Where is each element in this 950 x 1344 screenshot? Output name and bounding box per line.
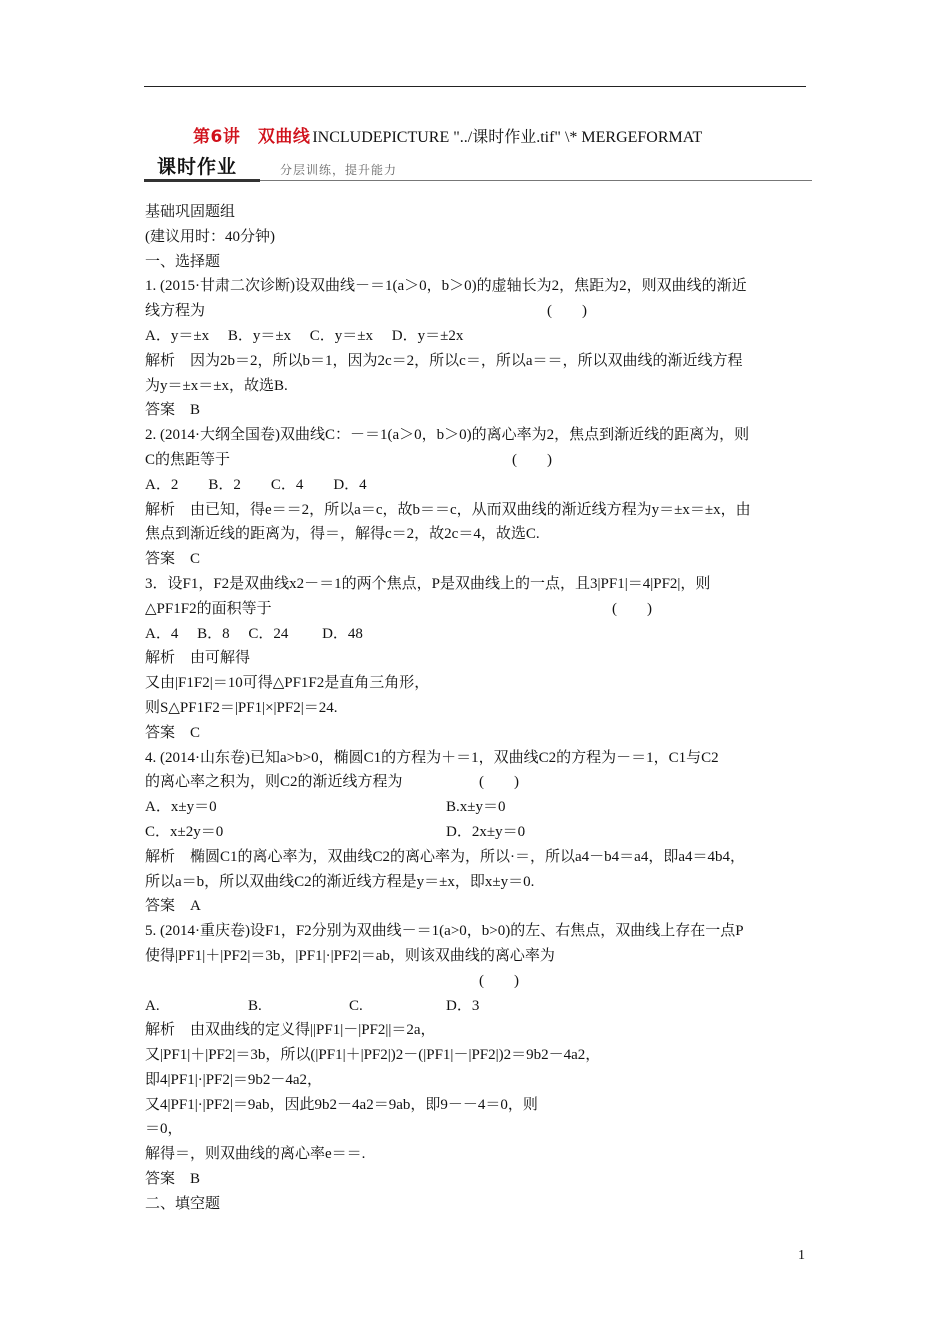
include-picture-field: INCLUDEPICTURE "../课时作业.tif" \* MERGEFORMAT xyxy=(312,129,703,146)
homework-banner xyxy=(144,152,812,182)
option-c: C. xyxy=(349,997,363,1014)
time-hint: (建议用时：40分钟) xyxy=(145,228,275,245)
option-b: B.x±y＝0 xyxy=(446,799,506,816)
solution-text: 则S△PF1F2＝|PF1|×|PF2|＝24. xyxy=(145,699,338,716)
solution-text: 又由|F1F2|＝10可得△PF1F2是直角三角形， xyxy=(145,675,430,692)
question-text xyxy=(145,448,809,473)
question-text: 5. (2014·重庆卷)设F1，F2分别为双曲线－＝1(a>0，b>0)的左、右焦点，双曲线上存在一点P xyxy=(145,923,744,940)
options-line xyxy=(145,820,809,845)
options-line: A．y＝±x B．y＝±x C．y＝±x D．y＝±2x xyxy=(145,327,464,344)
solution-text: 解得＝，则双曲线的离心率e＝＝. xyxy=(145,1146,366,1163)
solution-text: ＝0， xyxy=(145,1121,183,1138)
question-text: 1. (2015·甘肃二次诊断)设双曲线－＝1(a＞0，b＞0)的虚轴长为2，焦距为2，则双曲线的渐近 xyxy=(145,278,747,295)
group-heading: 基础巩固题组 xyxy=(145,204,236,220)
answer-line: 答案 C xyxy=(145,551,201,568)
lesson-title-row xyxy=(193,126,702,149)
top-rule xyxy=(144,86,806,87)
answer-line: 答案 B xyxy=(145,402,201,419)
section-heading: 二、填空题 xyxy=(145,1195,221,1212)
question-text-cont: C的焦距等于 xyxy=(145,451,231,468)
section-heading: 一、选择题 xyxy=(145,253,221,270)
option-d: D．2x±y＝0 xyxy=(446,823,526,840)
question-text-cont: △PF1F2的面积等于 xyxy=(145,600,272,617)
answer-paren: ( ) xyxy=(512,451,552,468)
banner-rule xyxy=(260,180,812,181)
solution-text: 为y＝±x＝±x，故选B. xyxy=(145,377,288,394)
question-text: 4. (2014·山东卷)已知a>b>0，椭圆C1的方程为＋＝1，双曲线C2的方程为－＝1，C1与C2 xyxy=(145,749,719,766)
question-text xyxy=(145,299,809,324)
answer-line: 答案 C xyxy=(145,724,201,741)
solution-text: 解析 由双曲线的定义得||PF1|－|PF2||＝2a， xyxy=(145,1022,436,1039)
answer-paren: ( ) xyxy=(612,600,652,617)
document-body xyxy=(145,200,809,1217)
homework-badge: 课时作业 xyxy=(157,156,238,178)
solution-text: 又|PF1|＋|PF2|＝3b，所以(|PF1|＋|PF2|)2－(|PF1|－|PF2|)2＝9b2－4a2， xyxy=(145,1047,601,1064)
question-text-cont: 的离心率之积为，则C2的渐近线方程为 xyxy=(145,774,403,791)
solution-text: 解析 椭圆C1的离心率为，双曲线C2的离心率为，所以·＝，所以a4－b4＝a4，即a4＝4b4， xyxy=(145,848,745,865)
option-c: C．x±2y＝0 xyxy=(145,823,224,840)
options-line xyxy=(145,795,809,820)
answer-paren: ( ) xyxy=(547,303,587,320)
question-text: 3．设F1，F2是双曲线x2－＝1的两个焦点，P是双曲线上的一点，且3|PF1|＝4|PF2|，则 xyxy=(145,575,711,592)
question-text xyxy=(145,770,809,795)
question-text: 2. (2014·大纲全国卷)双曲线C：－＝1(a＞0，b＞0)的离心率为2，焦点到渐近线的距离为，则 xyxy=(145,427,750,444)
question-text-cont: 线方程为 xyxy=(145,303,206,320)
answer-paren: ( ) xyxy=(479,972,519,989)
solution-text: 又4|PF1|·|PF2|＝9ab，因此9b2－4a2＝9ab，即9－－4＝0，则 xyxy=(145,1096,538,1113)
question-text xyxy=(145,969,809,994)
solution-text: 解析 因为2b＝2，所以b＝1，因为2c＝2，所以c＝，所以a＝＝，所以双曲线的渐近线方程 xyxy=(145,352,743,369)
page-number: 1 xyxy=(798,1248,805,1263)
solution-text: 焦点到渐近线的距离为，得＝，解得c＝2，故2c＝4，故选C. xyxy=(145,526,540,543)
banner-subtitle: 分层训练，提升能力 xyxy=(280,163,398,177)
solution-text: 解析 由已知，得e＝＝2，所以a＝c，故b＝＝c，从而双曲线的渐近线方程为y＝±x＝±x，由 xyxy=(145,501,751,518)
question-text xyxy=(145,597,809,622)
options-line: A．4 B．8 C．24 D．48 xyxy=(145,625,363,642)
answer-paren: ( ) xyxy=(479,774,519,791)
option-b: B. xyxy=(248,997,262,1014)
option-a: A. xyxy=(145,997,160,1014)
options-line: A．2 B．2 C．4 D．4 xyxy=(145,476,367,493)
solution-text: 解析 由可解得 xyxy=(145,650,251,667)
solution-text: 即4|PF1|·|PF2|＝9b2－4a2， xyxy=(145,1071,323,1088)
solution-text: 所以a＝b，所以双曲线C2的渐近线方程是y＝±x，即x±y＝0. xyxy=(145,873,535,890)
option-a: A．x±y＝0 xyxy=(145,799,217,816)
option-d: D．3 xyxy=(446,997,480,1014)
banner-underline xyxy=(144,179,260,182)
answer-line: 答案 B xyxy=(145,1171,201,1188)
lesson-title: 第6讲 双曲线 xyxy=(193,127,311,147)
options-line xyxy=(145,994,809,1019)
answer-line: 答案 A xyxy=(145,898,201,915)
question-text: 使得|PF1|＋|PF2|＝3b，|PF1|·|PF2|＝ab，则该双曲线的离心率为 xyxy=(145,947,555,964)
